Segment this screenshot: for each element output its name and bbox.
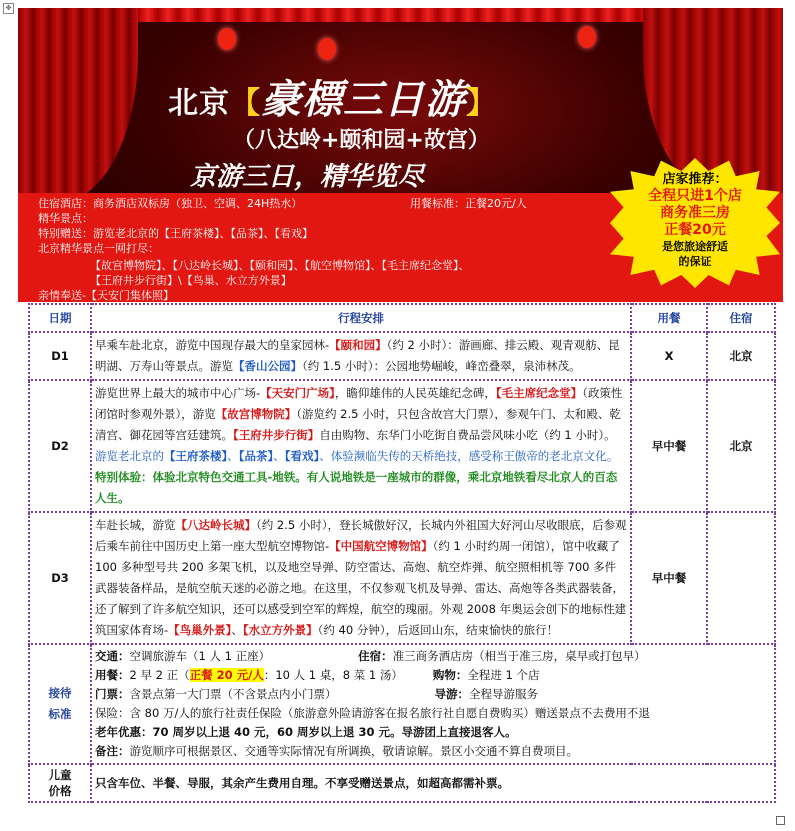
left-curtain [18,8,138,203]
one-net-line-1: 【故宫博物院】、【八达岭长城】、【颐和园】、【航空博物馆】、【毛主席纪念堂】、 [90,259,470,272]
one-net-label: 北京精华景点一网打尽： [38,242,159,255]
header-date: 日期 [29,304,91,332]
special-experience: 特别体验：体验北京特色交通工具-地铁。有人说地铁是一座城市的群像，乘北京地铁看尽北京人的百态人生。 [95,470,618,505]
itinerary-table [28,303,776,803]
banner-slogan: 京游三日，精华览尽 [190,162,425,192]
table-row [29,332,775,380]
recommend-text: 店家推荐： 全程只进1个店 商务准三房 正餐20元 是您旅途舒适 的保证 [648,172,742,268]
hotel-info: 住宿酒店：商务酒店双标房（独卫、空调、24H热水） [38,197,303,210]
header-stay: 住宿 [707,304,775,332]
child-price-text: 只含车位、半餐、导服，其余产生费用自理。不享受赠送景点，如超高都需补票。 [91,764,775,802]
day-itinerary: 早乘车赴北京，游览中国现存最大的皇家园林-【颐和园】（约 2 小时）：游画廊、排云殿、观青观舫、昆明湖、万寿山等景点。游览【香山公园】（约 1.5 小时）：公园地势崛峻，峰峦叠翠，泉沛林茂。 [91,332,631,380]
highlights-label: 精华景点： [38,212,93,225]
day-itinerary: 游览世界上最大的城市中心广场-【天安门广场】，瞻仰雄伟的人民英雄纪念碑，【毛主席纪念堂】（政策性闭馆时参观外景），游览【故宫博物院】（游览约 2.5 小时，只包含故宫大门票），参观午门、太和殿、乾清宫、御花园等宫廷建筑。【王府井步行街】自由购物、东华门小吃街自费品尝风味小吃（约 1 小时）。游览老北京的【王府茶楼】、【品茶】、【看戏】、体验濒临失传的天桥绝技，感受称王傲帝的老北京文化。 特别体验：体验北京特色交通工具-地铁。有人说地铁是一座城市的群像，乘北京地铁看尽北京人的百态人生。 [91,380,631,512]
day-label: D1 [29,332,91,380]
family-gift: 亲情奉送-【天安门集体照】 [38,289,174,302]
day-meal: 早中餐 [631,380,707,512]
lantern-icon [578,26,596,48]
table-move-handle-icon[interactable]: ✥ [3,3,14,14]
table-row [29,512,775,644]
day-label: D3 [29,512,91,644]
meal-standard: 用餐标准：正餐20元/人 [410,197,527,210]
child-price-label: 儿童 价格 [29,764,91,802]
service-label: 接待 标准 [29,644,91,764]
lantern-icon [318,38,336,60]
table-row [29,644,775,764]
promo-banner [18,8,783,302]
day-stay: 北京 [707,332,775,380]
table-resize-handle-icon[interactable] [776,816,785,825]
one-net-line-2: 【王府井步行街】\【鸟巢、水立方外景】 [90,274,292,287]
table-header-row [29,304,775,332]
lantern-icon [218,28,236,50]
banner-subtitle: （八达岭+颐和园+故宫） [233,128,490,153]
special-gift: 特别赠送：游览老北京的【王府茶楼】、【品茶】、【看戏】 [38,227,313,240]
day-itinerary: 车赴长城，游览【八达岭长城】（约 2.5 小时），登长城傲好汉，长城内外祖国大好河山尽收眼底，后参观后乘车前往中国历史上第一座大型航空博物馆-【中国航空博物馆】（约 1 小时约周一闭馆），馆中收藏了 100 多种型号共 200 多架飞机，以及地空导弹、防空雷达、高炮、航空炸弹、航空照相机等 700 多件武器装备样品，是航空航天迷的必游之地。在这里，不仅参观飞机及导弹、雷达、高炮等各类武器装备，还了解到了许多航空知识，还可以感受到空军的辉煌，航空的瑰丽。外观 2008 年奥运会创下的地标性建筑国家体育场-【鸟巢外景】、【水立方外景】（约 40 分钟），后返回山东，结束愉快的旅行！ [91,512,631,644]
day-stay [707,512,775,644]
day-stay: 北京 [707,380,775,512]
table-row [29,764,775,802]
service-details: 交通：空调旅游车（1 人 1 正座） 住宿：准三商务酒店房（相当于准三房，桌早或打包早） 用餐：2 早 2 正（正餐 20 元/人：10 人 1 桌，8 菜 1 汤） 购物：全程进 1 个店 门票：含景点第一大门票（不含景点内小门票） 导游：全程导游服务 保险：含 80 万/人的旅行社责任保险（旅游意外险请游客在报名旅行社自愿自费购买）赠送景点不去费用不退 老年优惠：70 周岁以上退 40 元，60 周岁以上退 30 元。导游团上直接退客人。 备注：游览顺序可根据景区、交通等实际情况有所调换，敬请谅解。景区小交通不算自费项目。 [91,644,775,764]
banner-title: 北京【豪標三日游】 [168,76,497,123]
header-meal: 用餐 [631,304,707,332]
header-itinerary: 行程安排 [91,304,631,332]
day-meal: 早中餐 [631,512,707,644]
day-meal: X [631,332,707,380]
day-label: D2 [29,380,91,512]
table-row [29,380,775,512]
